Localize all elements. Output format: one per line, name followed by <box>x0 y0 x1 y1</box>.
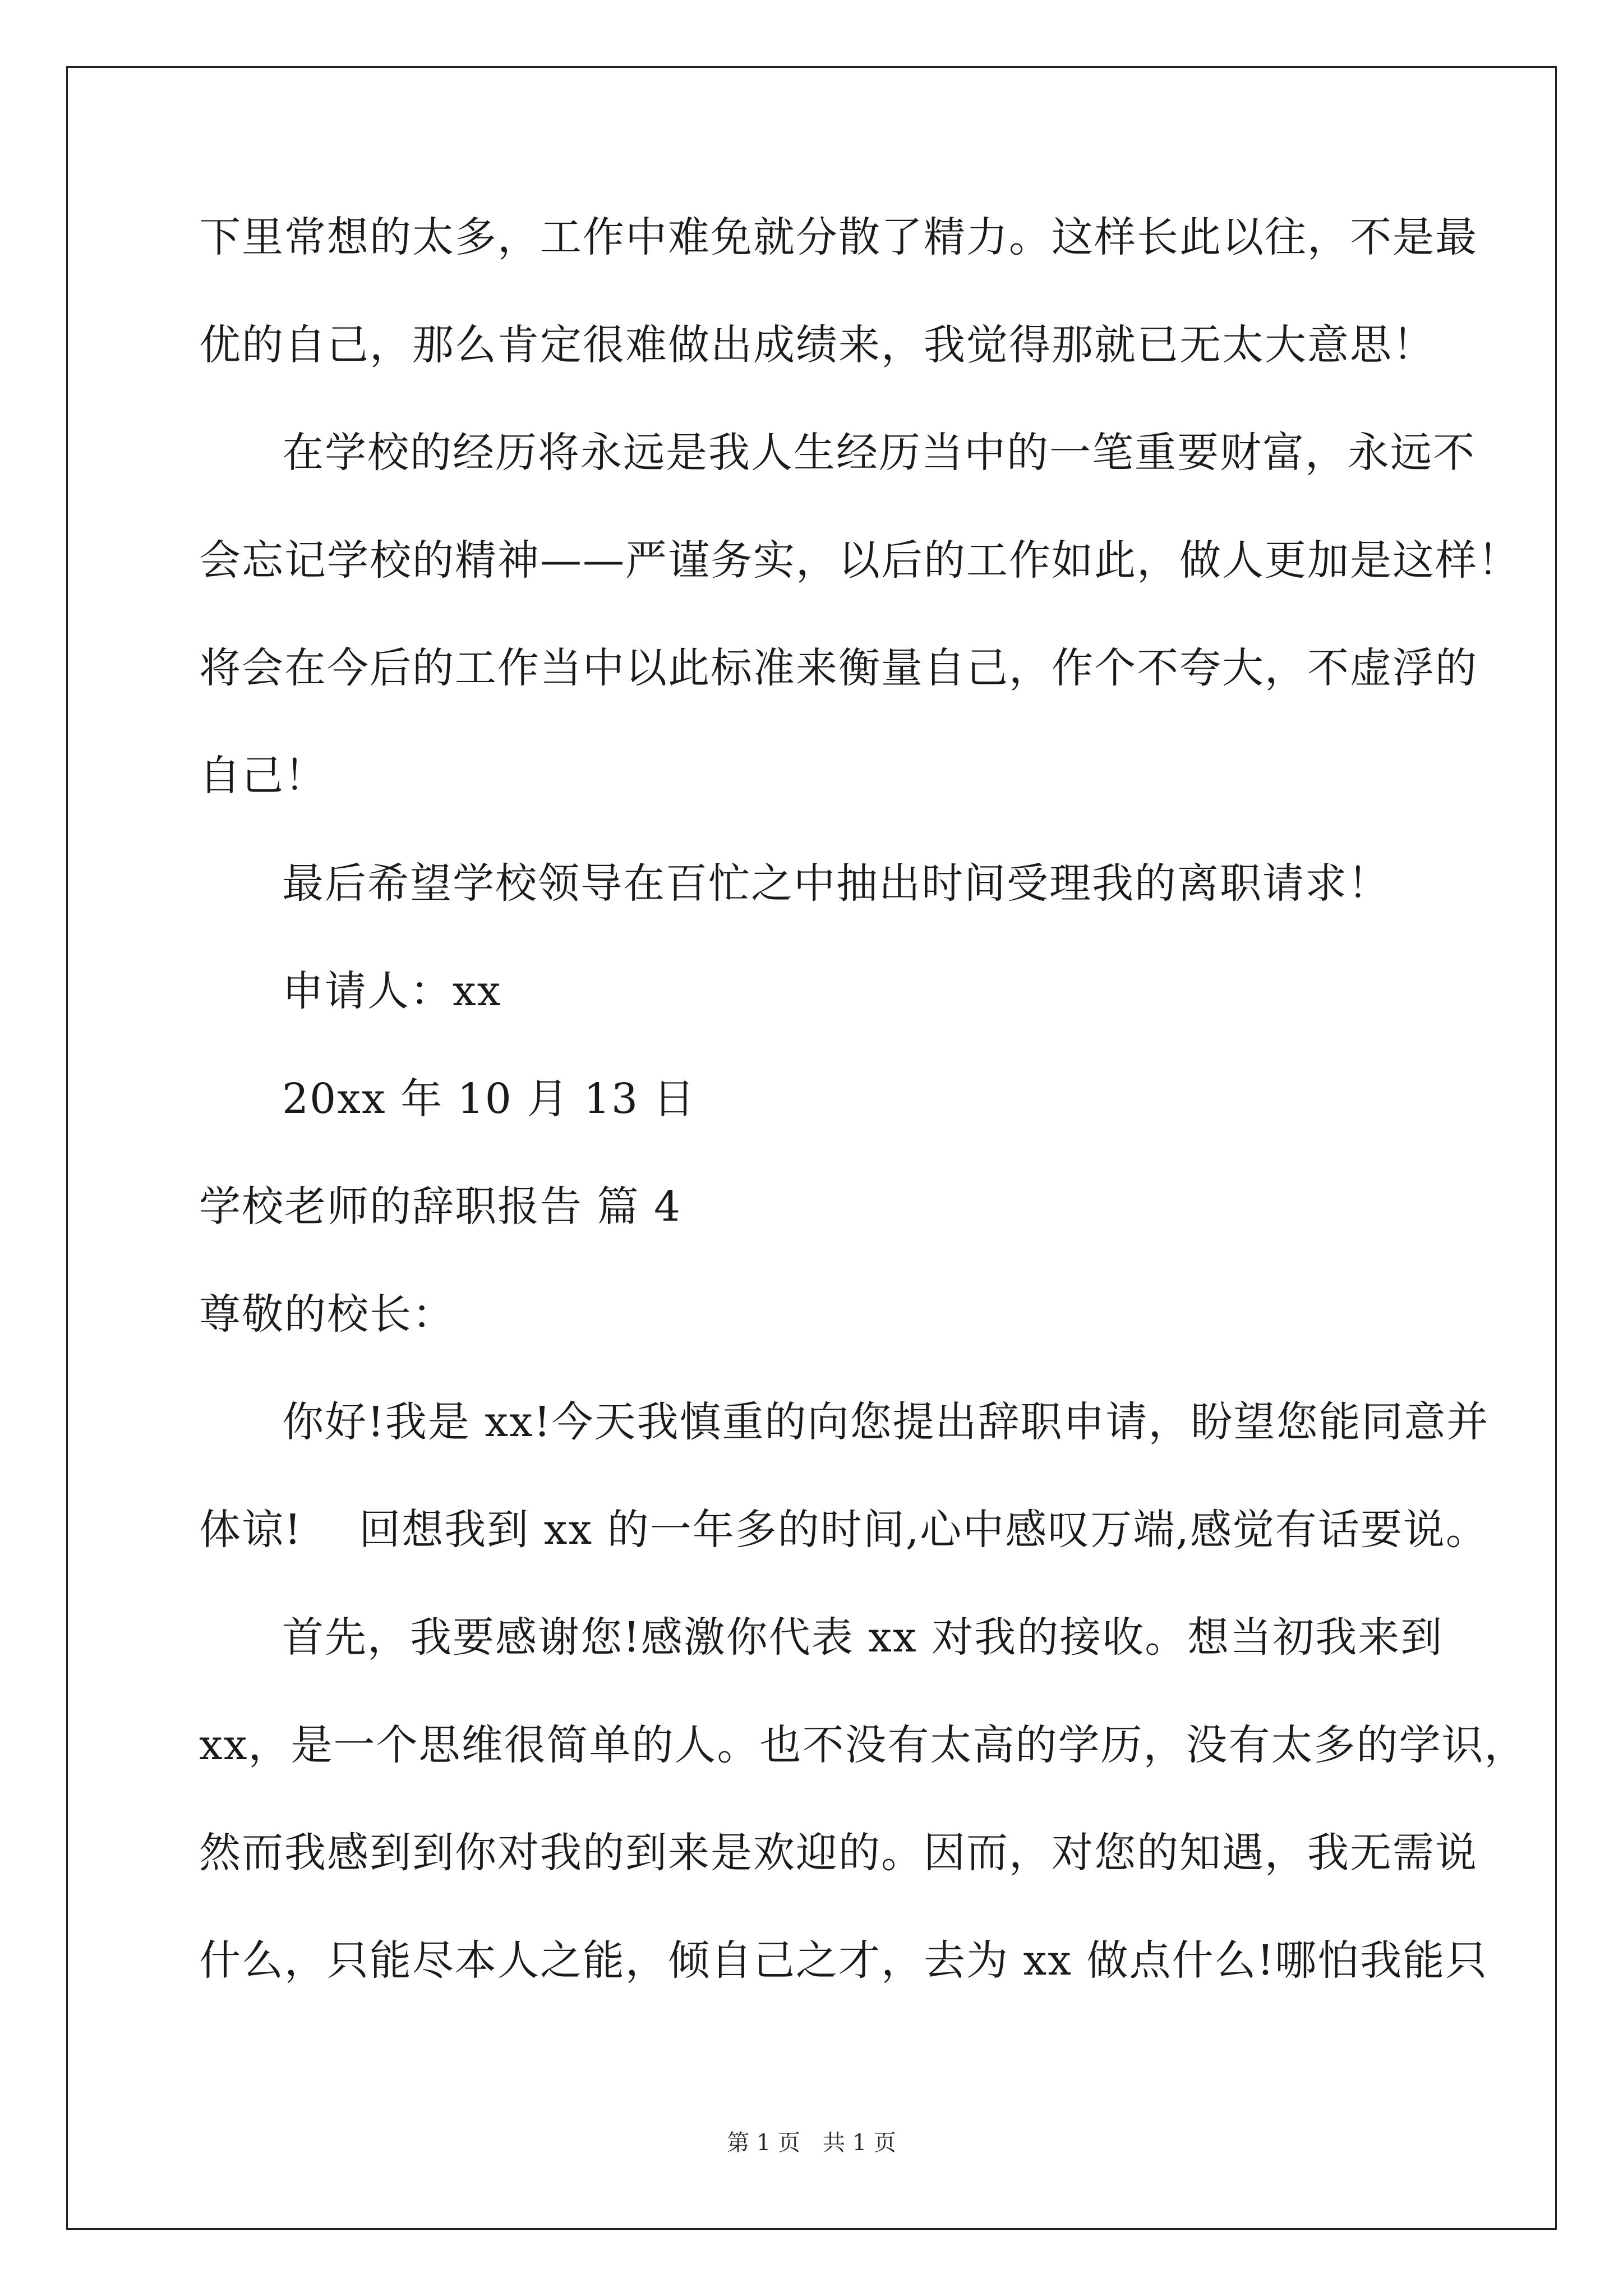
applicant-line: 申请人：xx <box>282 967 502 1015</box>
salutation: 尊敬的校长： <box>199 1290 455 1338</box>
section-heading: 学校老师的辞职报告 篇 4 <box>199 1182 682 1231</box>
text-line: 自己！ <box>199 752 327 800</box>
text-line: 将会在今后的工作当中以此标准来衡量自己，作个不夸大，不虚浮的 <box>199 644 1478 692</box>
text-line: 什么，只能尽本人之能，倾自己之才，去为 xx 做点什么!哪怕我能只 <box>199 1936 1488 1985</box>
text-line: 体谅! 回想我到 xx 的一年多的时间,心中感叹万端,感觉有话要说。 <box>199 1506 1488 1554</box>
text-line: 最后希望学校领导在百忙之中抽出时间受理我的离职请求！ <box>282 859 1390 908</box>
date-line: 20xx 年 10 月 13 日 <box>282 1075 696 1123</box>
text-line: 然而我感到到你对我的到来是欢迎的。因而，对您的知遇，我无需说 <box>199 1829 1478 1877</box>
page-number: 第 1 页 共 1 页 <box>727 2130 896 2156</box>
text-line: 首先，我要感谢您!感激你代表 xx 对我的接收。想当初我来到 <box>282 1613 1444 1662</box>
text-line: 会忘记学校的精神——严谨务实，以后的工作如此，做人更加是这样！ <box>199 536 1520 585</box>
page-border <box>66 66 1557 2230</box>
text-line: 优的自己，那么肯定很难做出成绩来，我觉得那就已无太大意思！ <box>199 321 1435 369</box>
text-line: 下里常想的太多，工作中难免就分散了精力。这样长此以往，不是最 <box>199 213 1478 261</box>
text-line: 在学校的经历将永远是我人生经历当中的一笔重要财富，永远不 <box>282 429 1476 477</box>
text-line: 你好!我是 xx!今天我慎重的向您提出辞职申请，盼望您能同意并 <box>282 1398 1490 1446</box>
text-line: xx，是一个思维很简单的人。也不没有太高的学历，没有太多的学识， <box>199 1721 1527 1769</box>
